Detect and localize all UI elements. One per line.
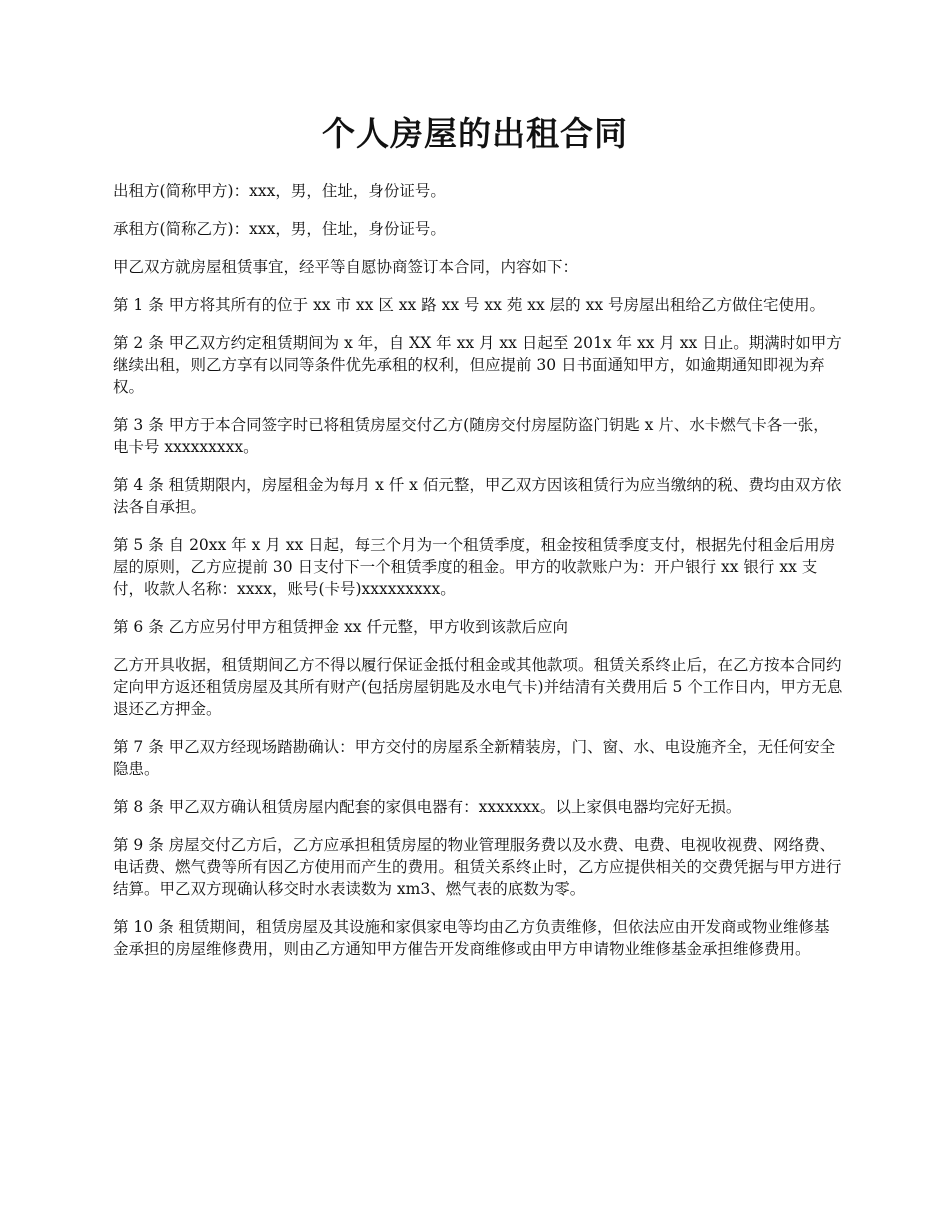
article-1-paragraph: 第 1 条 甲方将其所有的位于 xx 市 xx 区 xx 路 xx 号 xx 苑 xx 层的 xx 号房屋出租给乙方做住宅使用。 [113, 296, 826, 314]
article-6-paragraph: 第 6 条 乙方应另付甲方租赁押金 xx 仟元整，甲方收到该款后应向 [113, 618, 568, 636]
article-4-paragraph: 第 4 条 租赁期限内，房屋租金为每月 x 仟 x 佰元整，甲乙双方因该租赁行为应当缴纳的税、费均由双方依法各自承担。 [113, 476, 842, 516]
preamble-paragraph: 甲乙双方就房屋租赁事宜，经平等自愿协商签订本合同，内容如下： [113, 258, 579, 276]
document-title: 个人房屋的出租合同 [322, 114, 628, 153]
article-5-paragraph: 第 5 条 自 20xx 年 x 月 xx 日起，每三个月为一个租赁季度，租金按租赁季度支付，根据先付租金后用房屋的原则，乙方应提前 30 日支付下一个租赁季度的租金。甲方的收款账户为：开户银行 xx 银行 xx 支付，收款人名称：xxxx，账号(卡号)xxxxxxxxx。 [113, 536, 836, 598]
article-6-continuation-paragraph: 乙方开具收据，租赁期间乙方不得以履行保证金抵付租金或其他款项。租赁关系终止后，在乙方按本合同约定向甲方返还租赁房屋及其所有财产(包括房屋钥匙及水电气卡)并结清有关费用后 5 个工作日内，甲方无息退还乙方押金。 [113, 656, 843, 718]
party-a-paragraph: 出租方(简称甲方)：xxx，男，住址，身份证号。 [113, 182, 446, 200]
article-2-paragraph: 第 2 条 甲乙双方约定租赁期间为 x 年，自 XX 年 xx 月 xx 日起至 201x 年 xx 月 xx 日止。期满时如甲方继续出租，则乙方享有以同等条件优先承租的权利，但应提前 30 日书面通知甲方，如逾期通知即视为弃权。 [113, 334, 842, 396]
article-10-paragraph: 第 10 条 租赁期间，租赁房屋及其设施和家俱家电等均由乙方负责维修，但依法应由开发商或物业维修基金承担的房屋维修费用，则由乙方通知甲方催告开发商维修或由甲方申请物业维修基金承担维修费用。 [113, 918, 830, 958]
party-b-paragraph: 承租方(简称乙方)：xxx，男，住址，身份证号。 [113, 220, 446, 238]
article-8-paragraph: 第 8 条 甲乙双方确认租赁房屋内配套的家俱电器有：xxxxxxx。以上家俱电器均完好无损。 [113, 798, 742, 816]
article-3-paragraph: 第 3 条 甲方于本合同签字时已将租赁房屋交付乙方(随房交付房屋防盗门钥匙 x 片、水卡燃气卡各一张，电卡号 xxxxxxxxx。 [113, 416, 829, 456]
article-9-paragraph: 第 9 条 房屋交付乙方后，乙方应承担租赁房屋的物业管理服务费以及水费、电费、电视收视费、网络费、电话费、燃气费等所有因乙方使用而产生的费用。租赁关系终止时，乙方应提供相关的交费凭据与甲方进行结算。甲乙双方现确认移交时水表读数为 xm3、燃气表的底数为零。 [113, 836, 842, 898]
article-7-paragraph: 第 7 条 甲乙双方经现场踏勘确认：甲方交付的房屋系全新精装房，门、窗、水、电设施齐全，无任何安全隐患。 [113, 738, 836, 778]
document-body [113, 180, 843, 976]
